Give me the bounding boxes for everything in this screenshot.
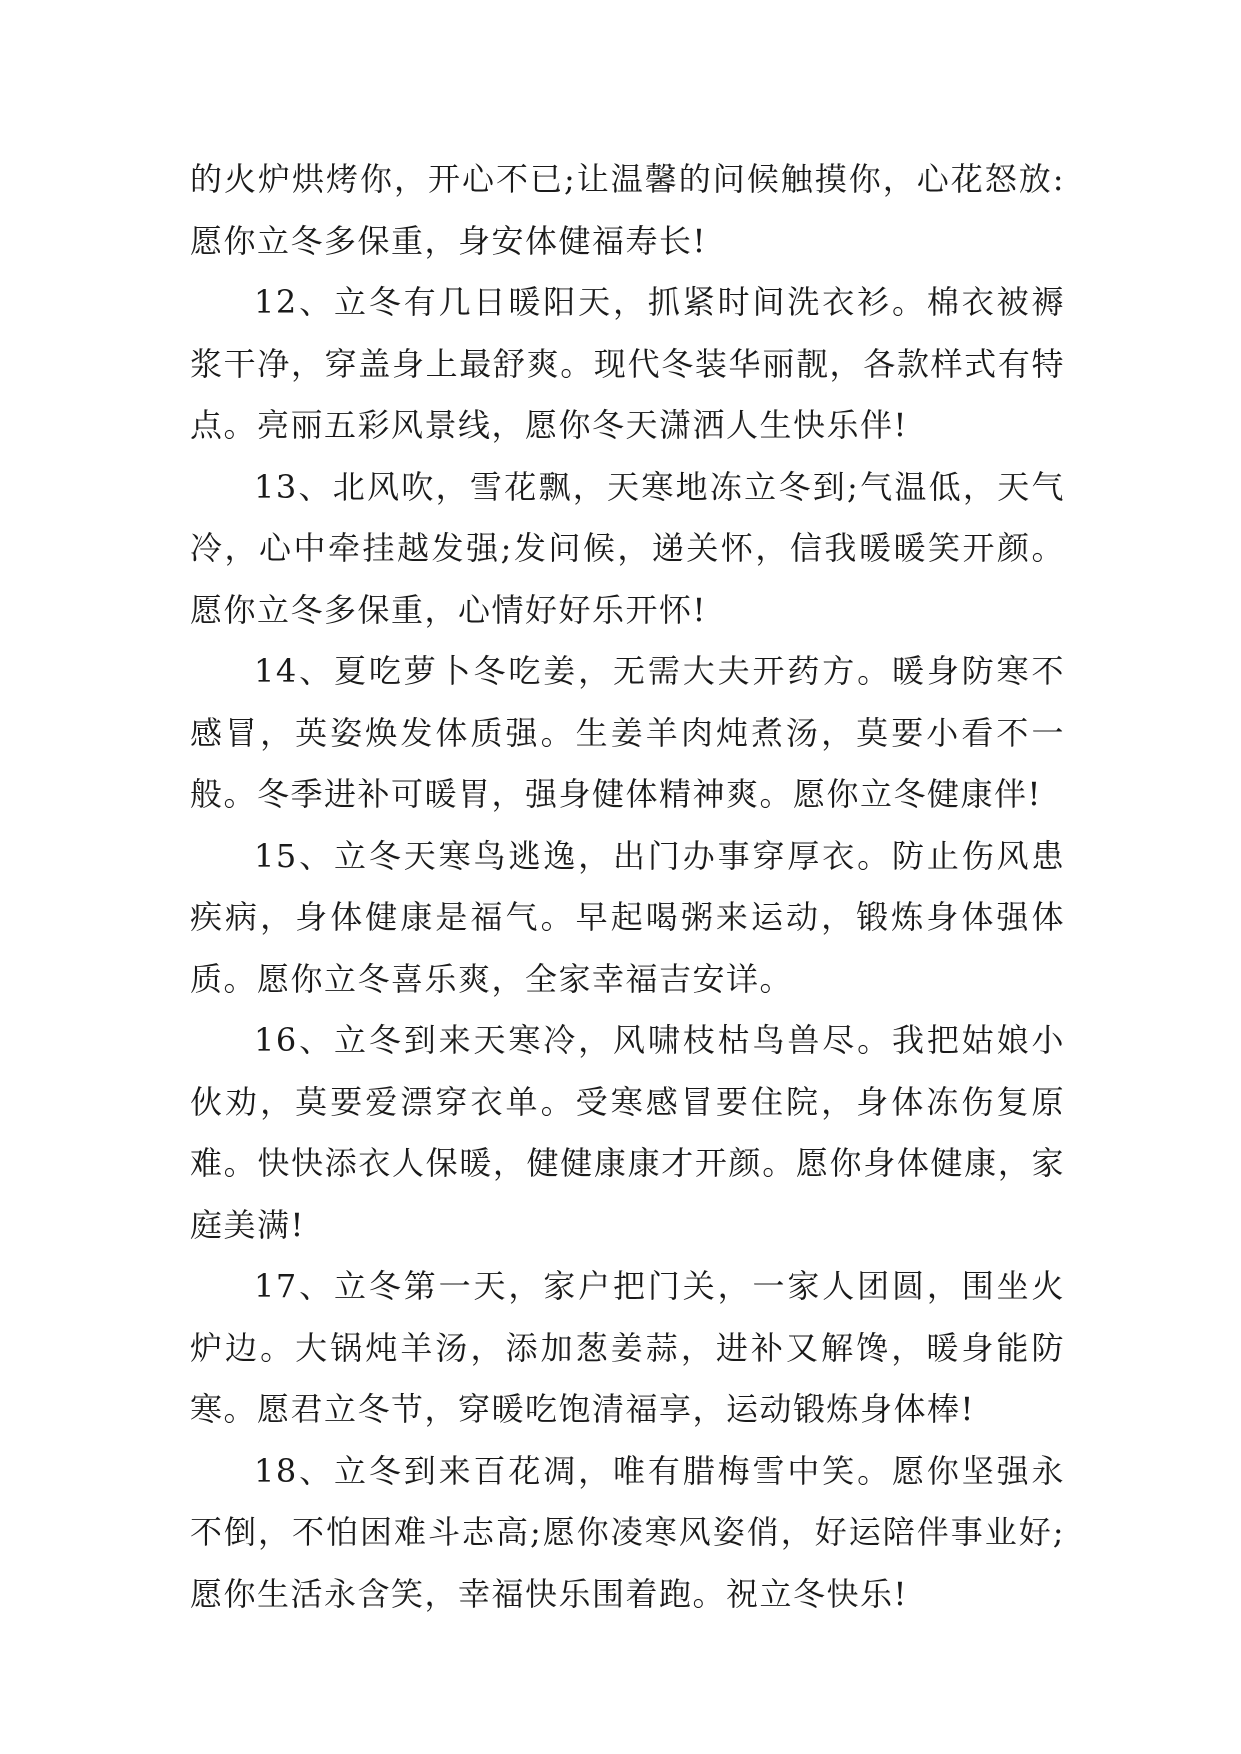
paragraph-16: 16、立冬到来天寒冷，风啸枝枯鸟兽尽。我把姑娘小伙劝，莫要爱漂穿衣单。受寒感冒要住院，身体冻伤复原难。快快添衣人保暖，健健康康才开颜。愿你身体健康，家庭美满! [190,1021,1065,1244]
paragraph-17: 17、立冬第一天，家户把门关，一家人团圆，围坐火炉边。大锅炖羊汤，添加葱姜蒜，进补又解馋，暖身能防寒。愿君立冬节，穿暖吃饱清福享，运动锻炼身体棒! [190,1267,1065,1428]
paragraph-12: 12、立冬有几日暖阳天，抓紧时间洗衣衫。棉衣被褥浆干净，穿盖身上最舒爽。现代冬装华丽靓，各款样式有特点。亮丽五彩风景线，愿你冬天潇洒人生快乐伴! [190,283,1065,444]
paragraph-18: 18、立冬到来百花凋，唯有腊梅雪中笑。愿你坚强永不倒，不怕困难斗志高;愿你凌寒风姿俏，好运陪伴事业好;愿你生活永含笑，幸福快乐围着跑。祝立冬快乐! [190,1451,1065,1613]
paragraph-14: 14、夏吃萝卜冬吃姜，无需大夫开药方。暖身防寒不感冒，英姿焕发体质强。生姜羊肉炖煮汤，莫要小看不一般。冬季进补可暖胃，强身健体精神爽。愿你立冬健康伴! [190,652,1065,813]
document-body [190,149,1065,1625]
paragraph-15: 15、立冬天寒鸟逃逸，出门办事穿厚衣。防止伤风患疾病，身体健康是福气。早起喝粥来运动，锻炼身体强体质。愿你立冬喜乐爽，全家幸福吉安详。 [190,836,1065,998]
paragraph-13: 13、北风吹，雪花飘，天寒地冻立冬到;气温低，天气冷，心中牵挂越发强;发问候，递关怀，信我暖暖笑开颜。愿你立冬多保重，心情好好乐开怀! [190,467,1065,629]
paragraph-continuation: 的火炉烘烤你，开心不已;让温馨的问候触摸你，心花怒放:愿你立冬多保重，身安体健福寿长! [190,160,1065,260]
